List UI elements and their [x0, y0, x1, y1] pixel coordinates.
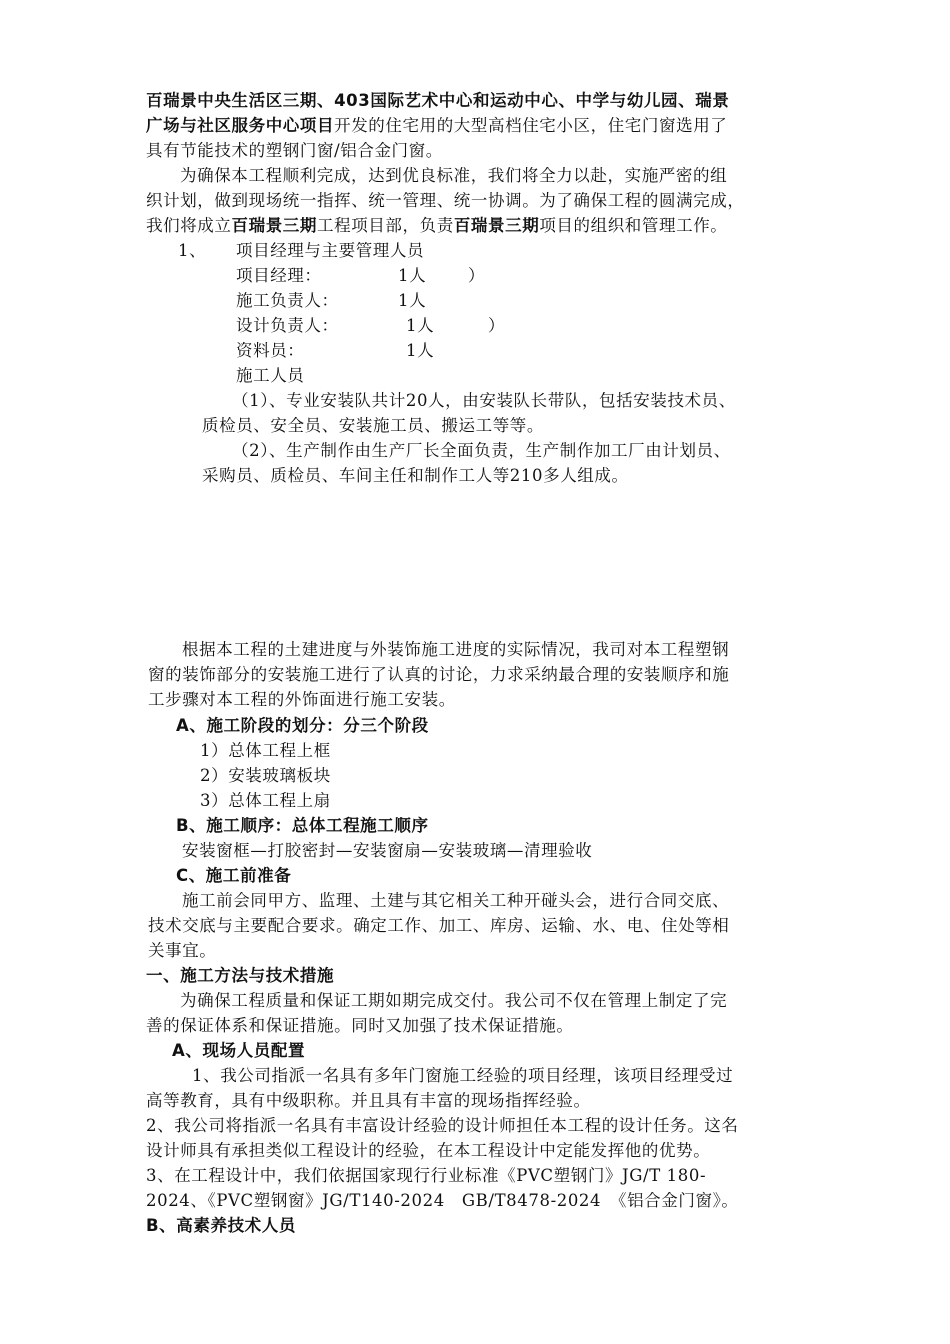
prep-line-3: 关事宜。 — [148, 941, 217, 960]
para2-line-3 — [146, 213, 727, 238]
project-name-part2: 广场与社区服务中心项目 — [146, 116, 335, 135]
project-short-name: 百瑞景三期 — [231, 216, 317, 235]
construction-sequence: 安装窗框—打胶密封—安装窗扇—安装玻璃—清理验收 — [182, 841, 593, 860]
staffing-item-2-line-1: 2、我公司将指派一名具有丰富设计经验的设计师担任本工程的设计任务。这名 — [146, 1116, 739, 1135]
staffing-item-3-line-1: 3、在工程设计中，我们依据国家现行行业标准《PVC塑钢门》JG/T 180- — [146, 1166, 707, 1185]
para2-text-a: 我们将成立 — [146, 216, 232, 235]
workers-item-1-line-2: 质检员、安全员、安装施工员、搬运工等等。 — [202, 416, 544, 435]
staff-row-paren: ） — [488, 316, 506, 335]
intro-line-2-text: 开发的住宅用的大型高档住宅小区，住宅门窗选用了 — [334, 116, 728, 135]
plan-line-1: 根据本工程的土建进度与外装饰施工进度的实际情况，我司对本工程塑钢 — [182, 640, 730, 659]
staffing-item-1-line-1: 1、我公司指派一名具有多年门窗施工经验的项目经理，该项目经理受过 — [192, 1066, 734, 1085]
stage-item: 3）总体工程上扇 — [200, 791, 331, 810]
stage-item: 2）安装玻璃板块 — [200, 766, 331, 785]
staffing-item-1-line-2: 高等教育，具有中级职称。并且具有丰富的现场指挥经验。 — [146, 1091, 591, 1110]
staff-row-value: 1人 — [406, 341, 435, 360]
staff-row-value: 1人 — [398, 266, 427, 285]
para2-line-1: 为确保本工程顺利完成，达到优良标准，我们将全力以赴，实施严密的组 — [180, 166, 728, 185]
staff-number: 1、 — [178, 241, 207, 260]
method-line-2: 善的保证体系和保证措施。同时又加强了技术保证措施。 — [146, 1016, 574, 1035]
staff-row-value: 1人 — [406, 316, 435, 335]
workers-item-2-line-1: （2）、生产制作由生产厂长全面负责，生产制作加工厂由计划员、 — [232, 441, 731, 460]
workers-item-1-line-1: （1）、专业安装队共计20人，由安装队长带队，包括安装技术员、 — [232, 391, 736, 410]
para2-text-c: 工程项目部，负责 — [317, 216, 454, 235]
staff-row-label: 施工负责人： — [236, 291, 339, 310]
staffing-item-3-line-2: 2024、《PVC塑钢窗》JG/T140-2024 GB/T8478-2024 《铝合金门窗》。 — [146, 1191, 739, 1210]
method-section-title: 一、施工方法与技术措施 — [146, 966, 335, 985]
staff-row-label: 项目经理： — [236, 266, 322, 285]
section-c-title: C、施工前准备 — [176, 866, 292, 885]
section-b-title: B、施工顺序：总体工程施工顺序 — [176, 816, 429, 835]
method-line-1: 为确保工程质量和保证工期如期完成交付。我公司不仅在管理上制定了完 — [180, 991, 728, 1010]
project-short-name-2: 百瑞景三期 — [453, 216, 540, 235]
section-a-title: A、施工阶段的划分：分三个阶段 — [176, 716, 429, 735]
workers-heading: 施工人员 — [236, 366, 305, 385]
section-staffing-title: A、现场人员配置 — [172, 1041, 306, 1060]
staff-heading: 项目经理与主要管理人员 — [236, 241, 425, 260]
workers-item-2-line-2: 采购员、质检员、车间主任和制作工人等210多人组成。 — [202, 466, 629, 485]
project-name-part1: 百瑞景中央生活区三期、403国际艺术中心和运动中心、中学与幼儿园、瑞景 — [146, 91, 730, 110]
prep-line-2: 技术交底与主要配合要求。确定工作、加工、库房、运输、水、电、住处等相 — [148, 916, 730, 935]
section-technical-staff-title: B、高素养技术人员 — [146, 1216, 296, 1235]
para2-line-2: 织计划，做到现场统一指挥、统一管理、统一协调。为了确保工程的圆满完成， — [146, 191, 745, 210]
prep-line-1: 施工前会同甲方、监理、土建与其它相关工种开碰头会，进行合同交底、 — [182, 891, 730, 910]
staff-row-paren: ） — [468, 266, 486, 285]
staff-row-label: 资料员： — [236, 341, 305, 360]
intro-line-1 — [146, 88, 729, 113]
plan-line-2: 窗的装饰部分的安装施工进行了认真的讨论，力求采纳最合理的安装顺序和施 — [148, 665, 730, 684]
stage-item: 1）总体工程上框 — [200, 741, 331, 760]
intro-line-2 — [146, 113, 727, 138]
staff-row-value: 1人 — [398, 291, 427, 310]
para2-text-e: 项目的组织和管理工作。 — [539, 216, 728, 235]
staff-row-label: 设计负责人： — [236, 316, 339, 335]
plan-line-3: 工步骤对本工程的外饰面进行施工安装。 — [148, 690, 456, 709]
intro-line-3: 具有节能技术的塑钢门窗/铝合金门窗。 — [146, 141, 443, 160]
staffing-item-2-line-2: 设计师具有承担类似工程设计的经验，在本工程设计中定能发挥他的优势。 — [146, 1141, 711, 1160]
